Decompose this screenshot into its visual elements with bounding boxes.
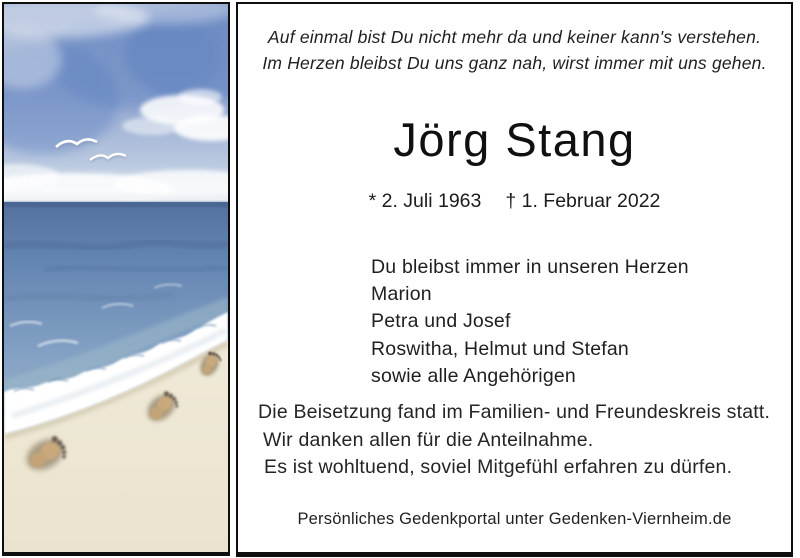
beach-scene-illustration (4, 4, 228, 552)
mourner-name: Roswitha, Helmut und Stefan (371, 337, 629, 360)
mourner-name: sowie alle Angehörigen (371, 364, 576, 387)
life-dates (238, 190, 791, 213)
beach-memorial-photo (2, 2, 230, 556)
mourner-name: Petra und Josef (371, 310, 511, 333)
mourners-block (371, 254, 689, 390)
thanks-line-2: Es ist wohltuend, soviel Mitgefühl erfahren zu dürfen. (264, 456, 733, 478)
deceased-name: Jörg Stang (393, 113, 636, 166)
epitaph-line-2: Im Herzen bleibst Du uns ganz nah, wirst immer mit uns gehen. (262, 52, 767, 73)
death-date: † 1. Februar 2022 (505, 190, 661, 212)
clouds (4, 4, 228, 207)
memorial-portal-footer: Persönliches Gedenkportal unter Gedenken-Viernheim.de (297, 510, 732, 528)
epitaph-line-1: Auf einmal bist Du nicht mehr da und keiner kann's verstehen. (267, 27, 762, 47)
tribute-line: Du bleibst immer in unseren Herzen (371, 256, 689, 278)
funeral-note: Die Beisetzung fand im Familien- und Freundeskreis statt. (258, 401, 771, 423)
obituary-text-panel (236, 2, 793, 557)
birth-date: * 2. Juli 1963 (368, 190, 482, 212)
mourner-name: Marion (371, 283, 432, 306)
thanks-line-1: Wir danken allen für die Anteilnahme. (263, 429, 594, 451)
epitaph-verse (238, 25, 791, 76)
